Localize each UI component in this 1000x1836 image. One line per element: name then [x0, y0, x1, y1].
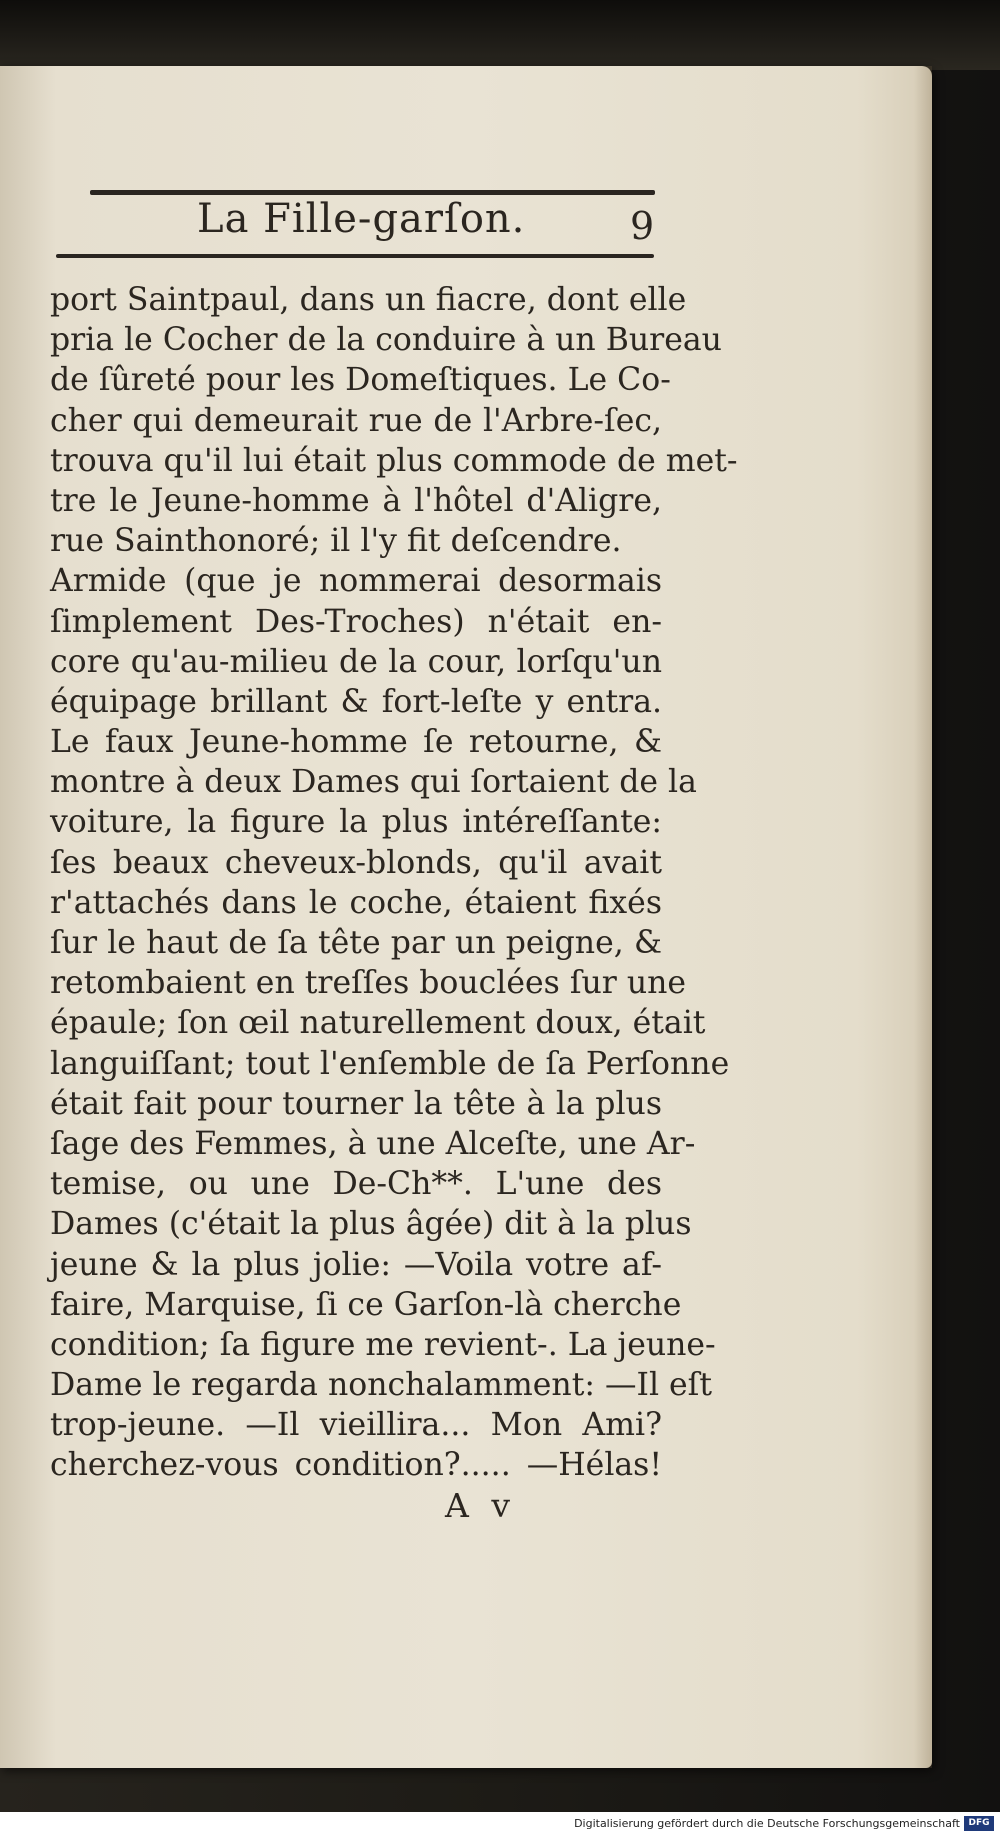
footer-credit: Digitalisierung gefördert durch die Deutsche Forschungsgemeinschaft [574, 1817, 960, 1830]
text-line: voiture, la figure la plus intéreſſante: [50, 804, 662, 841]
text-line: rue Sainthonoré; il l'y fit deſcendre. [50, 523, 622, 560]
text-line: cherchez-vous condition?..... —Hélas! [50, 1447, 662, 1484]
text-line: équipage brillant & fort-leſte y entra. [50, 683, 662, 720]
text-line: r'attachés dans le coche, étaient fixés [50, 884, 662, 921]
text-line: ſur le haut de ſa tête par un peigne, & [50, 925, 662, 961]
running-title: La Fille-garſon. [197, 196, 526, 242]
digitization-footer [0, 1812, 1000, 1836]
text-line: core qu'au-milieu de la cour, lorſqu'un [50, 643, 662, 680]
body-text [50, 280, 738, 1486]
text-line: Dames (c'était la plus âgée) dit à la plus [50, 1206, 692, 1243]
page-number: 9 [630, 204, 655, 248]
text-line: languiſſant; tout l'enſemble de ſa Perſonne [50, 1045, 730, 1082]
text-line: épaule; ſon œil naturellement doux, était [50, 1005, 706, 1042]
text-line: était fait pour tourner la tête à la plus [50, 1085, 662, 1122]
text-line: de ſûreté pour les Domeſtiques. Le Co- [50, 362, 671, 399]
text-line: pria le Cocher de la conduire à un Bureau [50, 322, 722, 359]
text-line: ſage des Femmes, à une Alceſte, une Ar- [50, 1125, 696, 1162]
header-rule-top [90, 190, 655, 195]
text-line: jeune & la plus jolie: —Voila votre af- [50, 1246, 662, 1283]
text-line: trouva qu'il lui était plus commode de met- [50, 442, 738, 479]
text-line: condition; ſa figure me revient-. La jeune- [50, 1326, 716, 1363]
scan-top-edge [0, 0, 1000, 70]
text-line: ſimplement Des-Troches) n'était en- [50, 603, 662, 640]
text-line: ſes beaux cheveux-blonds, qu'il avait [50, 844, 662, 881]
text-line: cher qui demeurait rue de l'Arbre-ſec, [50, 402, 662, 439]
signature-mark: A v [445, 1486, 516, 1525]
text-line: montre à deux Dames qui ſortaient de la [50, 764, 697, 801]
text-line: Le faux Jeune-homme ſe retourne, & [50, 724, 662, 761]
text-line: faire, Marquise, ſi ce Garſon-là cherche [50, 1286, 682, 1323]
header-rule-bottom [56, 254, 654, 258]
text-line: Armide (que je nommerai desormais [50, 563, 662, 600]
text-line: port Saintpaul, dans un fiacre, dont elle [50, 282, 687, 318]
text-line: temise, ou une De-Ch**. L'une des [50, 1166, 662, 1203]
text-line: Dame le regarda nonchalamment: —Il eſt [50, 1367, 712, 1404]
text-line: tre le Jeune-homme à l'hôtel d'Aligre, [50, 482, 662, 519]
text-line: trop-jeune. —Il vieillira... Mon Ami? [50, 1407, 662, 1444]
dfg-logo-icon: DFG [964, 1816, 994, 1831]
text-line: retombaient en treſſes bouclées ſur une [50, 965, 687, 1002]
